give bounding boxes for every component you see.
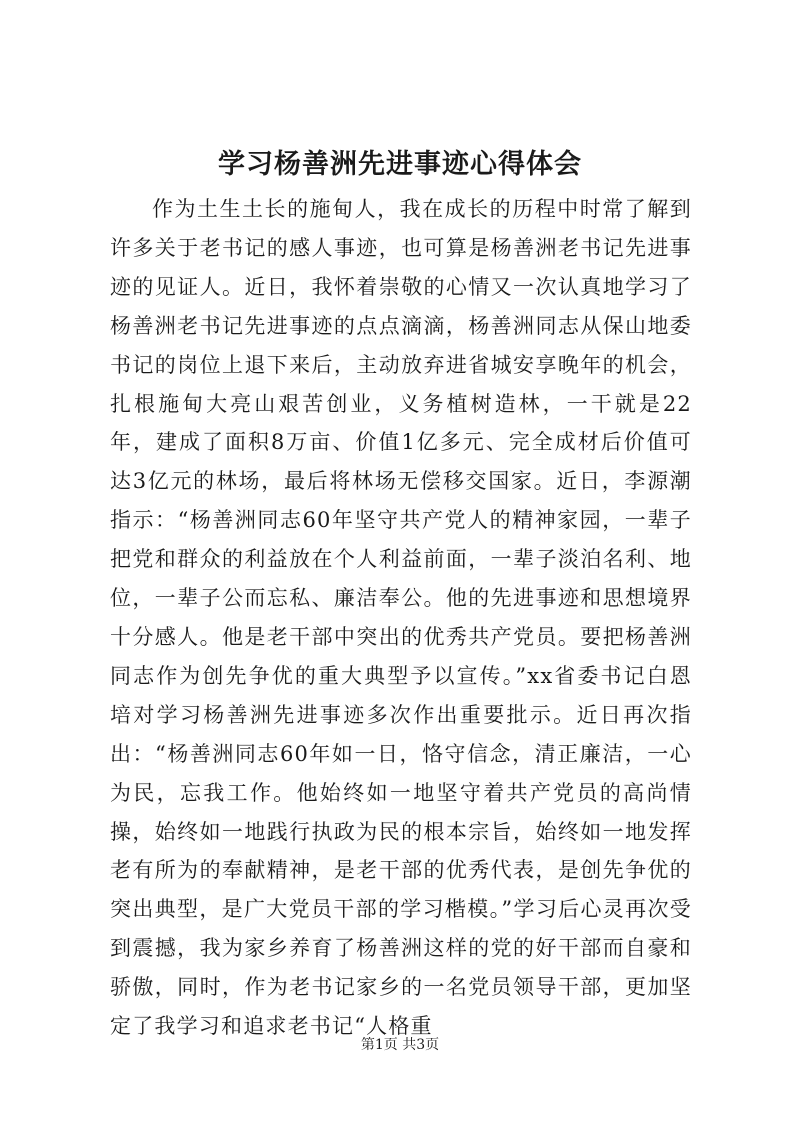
page-title: 学习杨善洲先进事迹心得体会 (218, 149, 582, 180)
page-number-footer: 第1页 共3页 (360, 1037, 440, 1053)
body-paragraph: 作为土生土长的施甸人，我在成长的历程中时常了解到许多关于老书记的感人事迹，也可算是杨善洲老书记先进事迹的见证人。近日，我怀着崇敬的心情又一次认真地学习了杨善洲老书记先进事迹的点点滴滴，杨善洲同志从保山地委书记的岗位上退下来后，主动放弃进省城安享晚年的机会，扎根施甸大亮山艰苦创业，义务植树造林，一干就是22年，建成了面积8万亩、价值1亿多元、完全成材后价值可达3亿元的林场，最后将林场无偿移交国家。近日，李源潮指示：“杨善洲同志60年坚守共产党人的精神家园，一辈子把党和群众的利益放在个人利益前面，一辈子淡泊名利、地位，一辈子公而忘私、廉洁奉公。他的先进事迹和思想境界十分感人。他是老干部中突出的优秀共产党员。要把杨善洲同志作为创先争优的重大典型予以宣传。”xx省委书记白恩培对学习杨善洲先进事迹多次作出重要批示。近日再次指出：“杨善洲同志60年如一日，恪守信念，清正廉洁，一心为民，忘我工作。他始终如一地坚守着共产党员的高尚情操，始终如一地践行执政为民的根本宗旨，始终如一地发挥老有所为的奉献精神，是老干部的优秀代表，是创先争优的突出典型，是广大党员干部的学习楷模。”学习后心灵再次受到震撼，我为家乡养育了杨善洲这样的党的好干部而自豪和骄傲，同时，作为老书记家乡的一名党员领导干部，更加坚定了我学习和追求老书记“人格重 (110, 197, 692, 1039)
